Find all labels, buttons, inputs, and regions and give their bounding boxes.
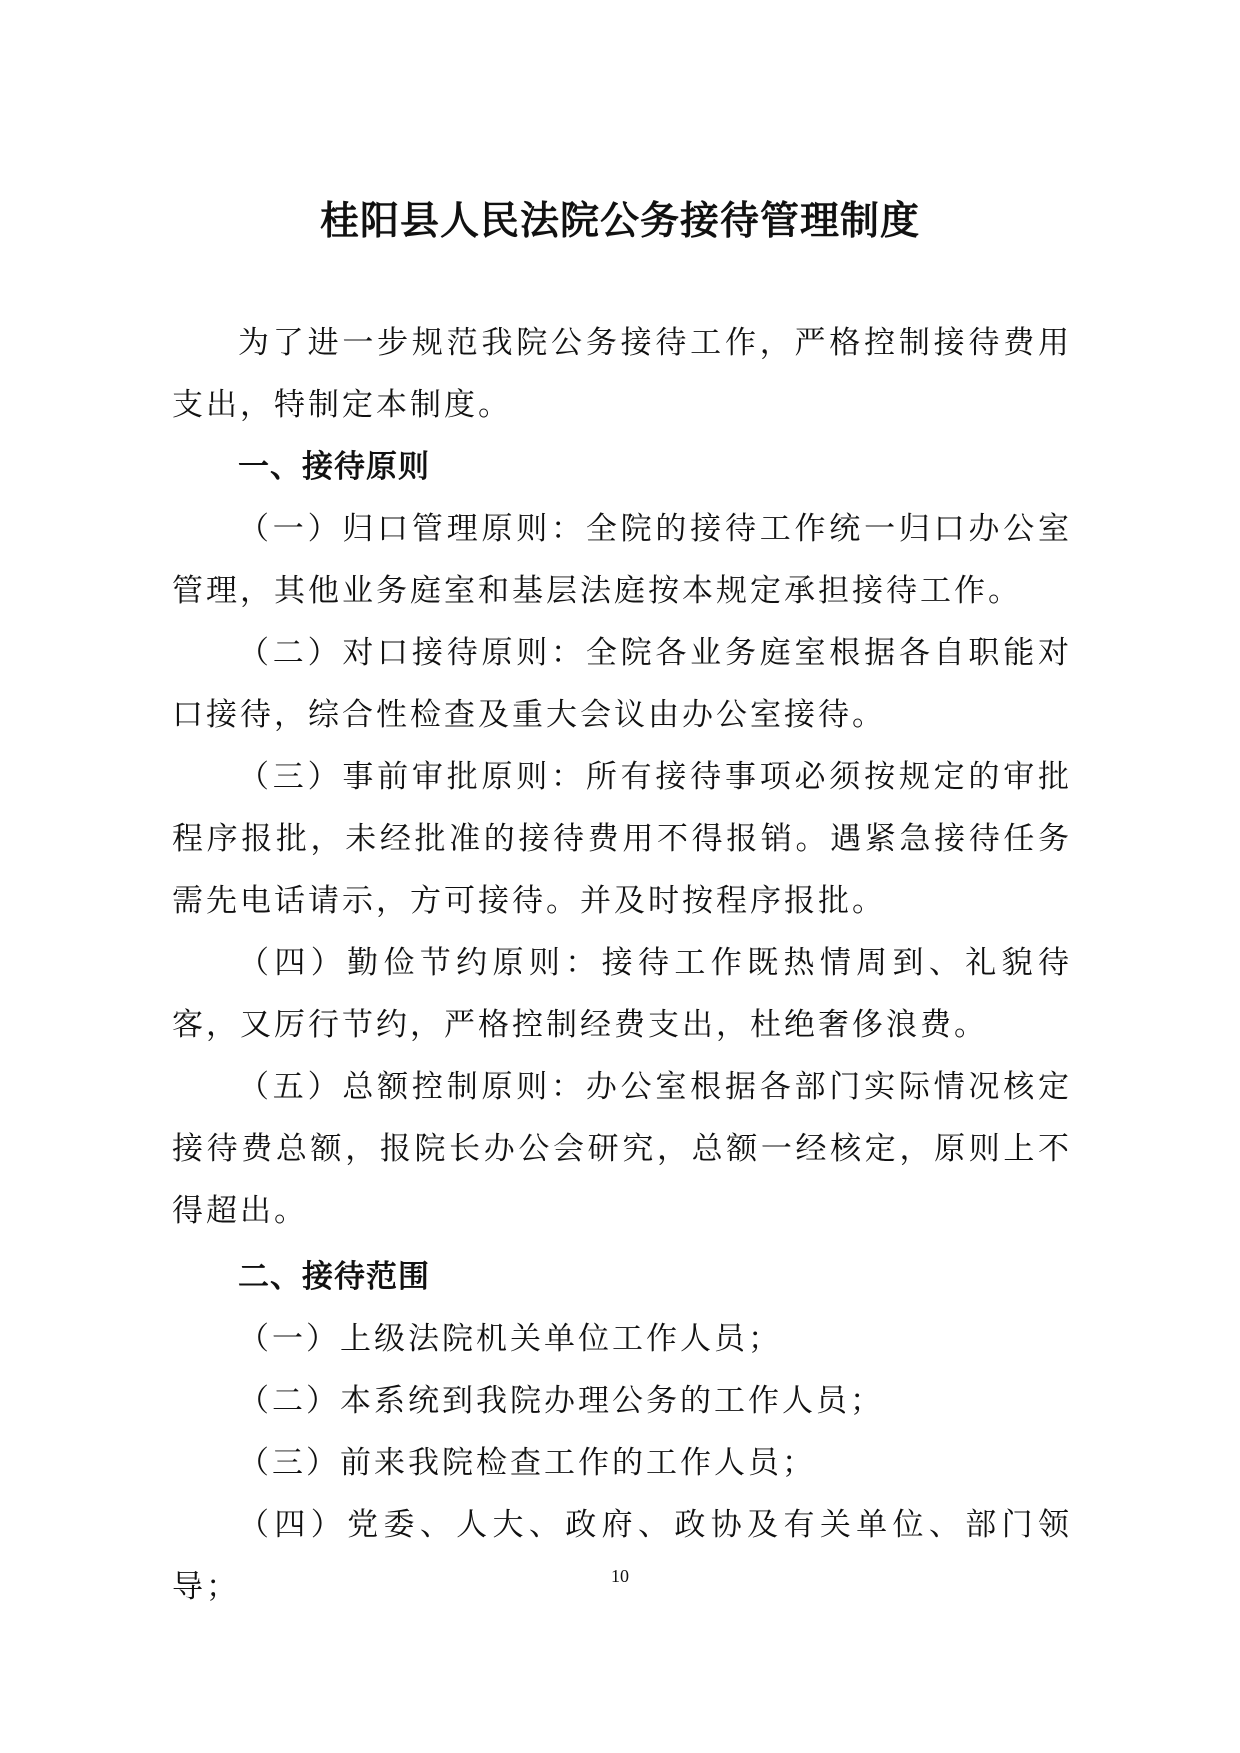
- page-number: 10: [611, 1566, 629, 1586]
- scope-item: （一）上级法院机关单位工作人员；: [238, 1321, 782, 1357]
- principle-item: （一）归口管理原则：全院的接待工作统一归口办公室管理，其他业务庭室和基层法庭按本规定承担接待工作。: [172, 511, 1072, 609]
- principle-item: （五）总额控制原则：办公室根据各部门实际情况核定接待费总额，报院长办公会研究，总额一经核定，原则上不得超出。: [172, 1069, 1072, 1229]
- principle-item: （四）勤俭节约原则：接待工作既热情周到、礼貌待客，又厉行节约，严格控制经费支出，杜绝奢侈浪费。: [172, 945, 1072, 1043]
- section-heading-principles: 一、接待原则: [238, 449, 430, 485]
- scope-item: （四）党委、人大、政府、政协及有关单位、部门领导；: [172, 1507, 1072, 1605]
- principle-item: （二）对口接待原则：全院各业务庭室根据各自职能对口接待，综合性检查及重大会议由办公室接待。: [172, 635, 1072, 733]
- document-body: [172, 312, 1072, 1618]
- section-heading-scope: 二、接待范围: [238, 1259, 430, 1295]
- scope-item: （三）前来我院检查工作的工作人员；: [238, 1445, 816, 1481]
- intro-paragraph: 为了进一步规范我院公务接待工作，严格控制接待费用支出，特制定本制度。: [172, 325, 1072, 423]
- scope-item: （二）本系统到我院办理公务的工作人员；: [238, 1383, 884, 1419]
- principle-item: （三）事前审批原则：所有接待事项必须按规定的审批程序报批，未经批准的接待费用不得报销。遇紧急接待任务需先电话请示，方可接待。并及时按程序报批。: [172, 759, 1072, 919]
- document-title: 桂阳县人民法院公务接待管理制度: [319, 199, 920, 244]
